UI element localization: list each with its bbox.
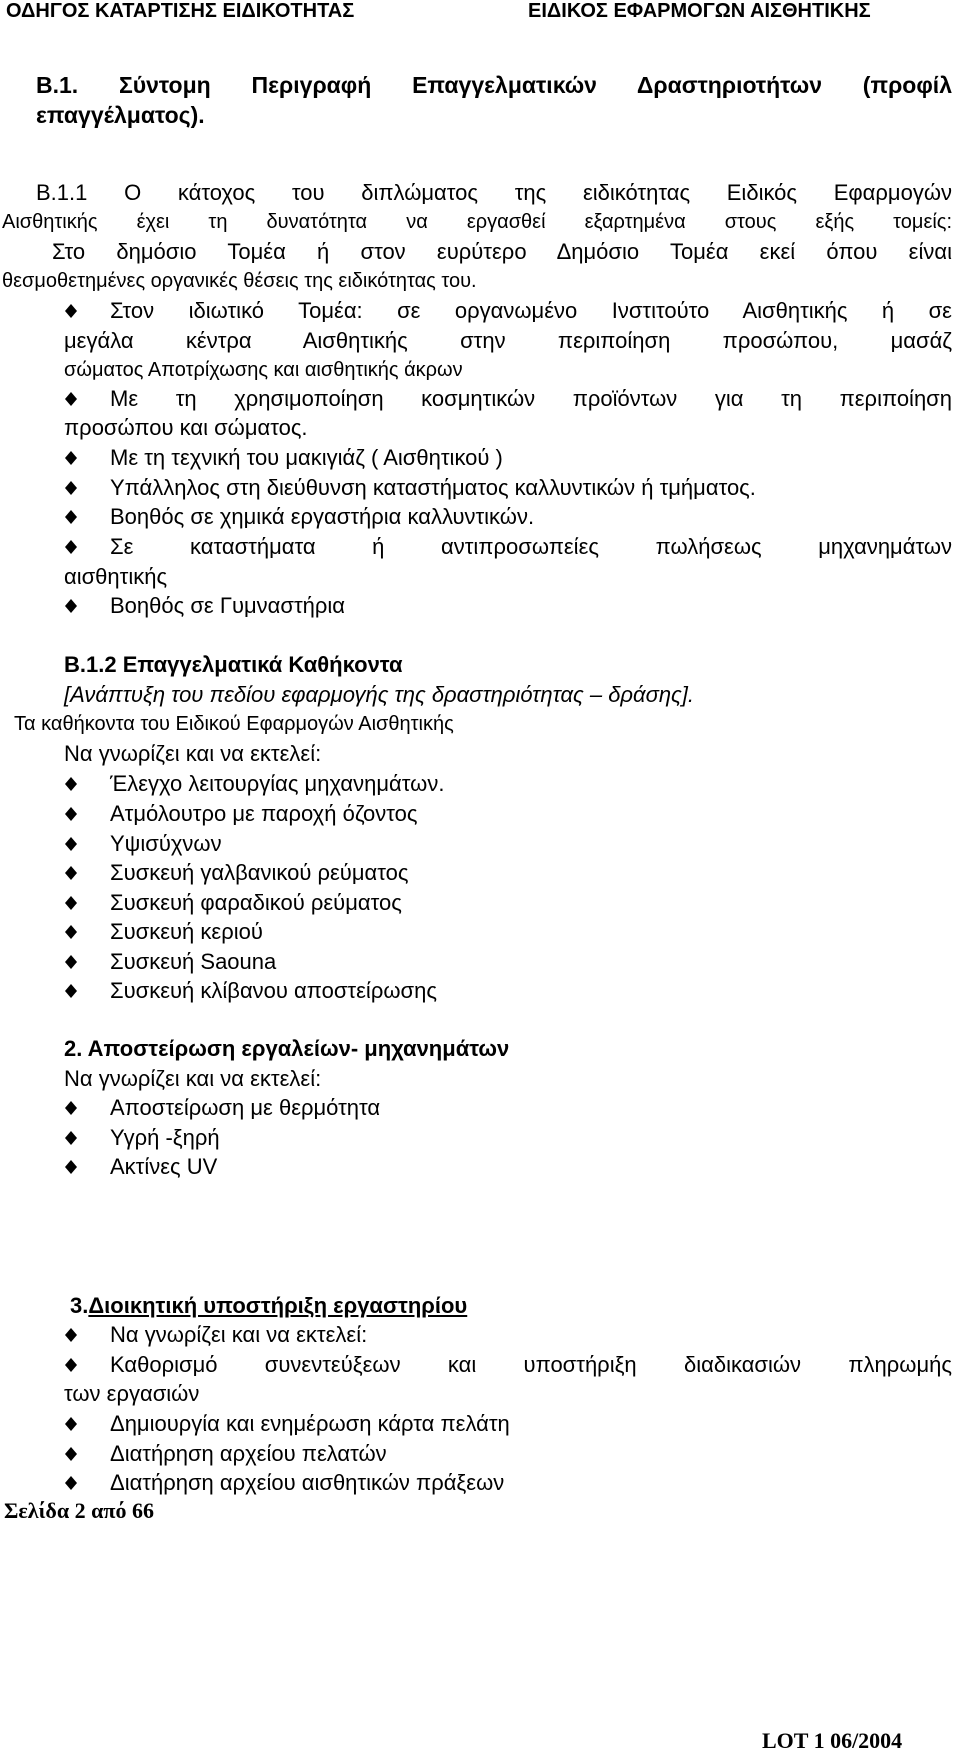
sector-bullet-2-line2: προσώπου και σώματος.: [64, 415, 308, 440]
bullet-icon: [64, 532, 80, 562]
header-left: ΟΔΗΓΟΣ ΚΑΤΑΡΤΙΣΗΣ ΕΙΔΙΚΟΤΗΤΑΣ: [6, 0, 355, 22]
bullet-icon: [64, 1152, 80, 1182]
duty-item: Συσκευή γαλβανικού ρεύματος: [110, 860, 409, 885]
section-2-intro: Να γνωρίζει και να εκτελεί:: [64, 1066, 322, 1091]
sector-bullet-1-line2: μεγάλα κέντρα Αισθητικής στην περιποίηση προσώπου, μασάζ: [64, 328, 952, 353]
section-b11-line4: θεσμοθετημένες οργανικές θέσεις της ειδικότητας του.: [2, 270, 477, 292]
bullet-icon: [64, 1468, 80, 1498]
bullet-icon: [64, 858, 80, 888]
bullet-icon: [64, 1123, 80, 1153]
sterilization-item: Αποστείρωση με θερμότητα: [110, 1095, 381, 1120]
sector-bullet-3: Με τη τεχνική του μακιγιάζ ( Αισθητικού ): [110, 445, 503, 470]
bullet-icon: [64, 591, 80, 621]
duties-heading: Τα καθήκοντα του Ειδικού Εφαρμογών Αισθητικής: [14, 713, 454, 735]
admin-item: Διατήρηση αρχείου αισθητικών πράξεων: [110, 1470, 505, 1495]
bullet-icon: [64, 799, 80, 829]
bullet-icon: [64, 947, 80, 977]
duty-item: Συσκευή Saouna: [110, 949, 277, 974]
section-3-number: 3.: [70, 1293, 89, 1318]
header-right: ΕΙΔΙΚΟΣ ΕΦΑΡΜΟΓΩΝ ΑΙΣΘΗΤΙΚΗΣ: [528, 0, 871, 22]
sector-bullet-6-line1: Σε καταστήματα ή αντιπροσωπείες πωλήσεως μηχανημάτων: [110, 534, 952, 559]
admin-item-line1: Καθορισμό συνεντεύξεων και υποστήριξη διαδικασιών πληρωμής: [110, 1352, 952, 1377]
sterilization-item: Ακτίνες UV: [110, 1154, 218, 1179]
bullet-icon: [64, 1350, 80, 1380]
section-b11-line3: Στο δημόσιο Τομέα ή στον ευρύτερο Δημόσιο Τομέα εκεί όπου είναι: [52, 239, 952, 264]
section-b11-line1: B.1.1 Ο κάτοχος του διπλώματος της ειδικότητας Ειδικός Εφαρμογών: [36, 180, 952, 205]
section-b12-title: B.1.2 Επαγγελματικά Καθήκοντα: [64, 652, 403, 677]
bullet-icon: [64, 917, 80, 947]
section-2-title: 2. Αποστείρωση εργαλείων- μηχανημάτων: [64, 1036, 510, 1061]
duty-item: Έλεγχο λειτουργίας μηχανημάτων.: [110, 771, 445, 796]
sector-bullet-5: Βοηθός σε χημικά εργαστήρια καλλυντικών.: [110, 504, 535, 529]
bullet-icon: [64, 769, 80, 799]
admin-item-line2: των εργασιών: [64, 1381, 200, 1406]
duty-item: Συσκευή κεριού: [110, 919, 263, 944]
duties-intro: Να γνωρίζει και να εκτελεί:: [64, 741, 322, 766]
sector-bullet-1-line1: Στον ιδιωτικό Τομέα: σε οργανωμένο Ινστιτούτο Αισθητικής ή σε: [110, 298, 952, 323]
bullet-icon: [64, 473, 80, 503]
sector-bullet-7: Βοηθός σε Γυμναστήρια: [110, 593, 345, 618]
section-3-title-text: Διοικητική υποστήριξη εργαστηρίου: [88, 1293, 468, 1318]
sector-bullet-1-line3: σώματος Αποτρίχωσης και αισθητικής άκρων: [64, 359, 463, 381]
page-number: Σελίδα 2 από 66: [4, 1498, 154, 1523]
sector-bullet-2-line1: Με τη χρησιμοποίηση κοσμητικών προϊόντων για τη περιποίηση: [110, 386, 952, 411]
bullet-icon: [64, 829, 80, 859]
bullet-icon: [64, 1093, 80, 1123]
sector-bullet-6-line2: αισθητικής: [64, 564, 168, 589]
section-b11-line2: Αισθητικής έχει τη δυνατότητα να εργασθεί εξαρτημένα στους εξής τομείς:: [2, 211, 952, 233]
duty-item: Συσκευή φαραδικού ρεύματος: [110, 890, 402, 915]
bullet-icon: [64, 888, 80, 918]
section-b1-title-line2: επαγγέλματος).: [36, 102, 205, 128]
bullet-icon: [64, 1439, 80, 1469]
bullet-icon: [64, 1409, 80, 1439]
bullet-icon: [64, 443, 80, 473]
bullet-icon: [64, 502, 80, 532]
duty-item: Συσκευή κλίβανου αποστείρωσης: [110, 978, 437, 1003]
section-3-title: [70, 1291, 467, 1321]
bullet-icon: [64, 976, 80, 1006]
sterilization-item: Υγρή -ξηρή: [110, 1125, 220, 1150]
sector-bullet-4: Υπάλληλος στη διεύθυνση καταστήματος καλλυντικών ή τμήματος.: [110, 475, 756, 500]
lot-label: LOT 1 06/2004: [762, 1728, 903, 1753]
section-b1-title-line1: B.1. Σύντομη Περιγραφή Επαγγελματικών Δραστηριοτήτων (προφίλ: [36, 72, 952, 98]
bullet-icon: [64, 384, 80, 414]
admin-item: Διατήρηση αρχείου πελατών: [110, 1441, 387, 1466]
admin-item: Δημιουργία και ενημέρωση κάρτα πελάτη: [110, 1411, 510, 1436]
duty-item: Υψισύχνων: [110, 831, 222, 856]
bullet-icon: [64, 1320, 80, 1350]
section-b12-subtitle: [Ανάπτυξη του πεδίου εφαρμογής της δραστηριότητας – δράσης].: [64, 682, 694, 707]
duty-item: Ατμόλουτρο με παροχή όζοντος: [110, 801, 418, 826]
bullet-icon: [64, 296, 80, 326]
admin-item: Να γνωρίζει και να εκτελεί:: [110, 1322, 368, 1347]
